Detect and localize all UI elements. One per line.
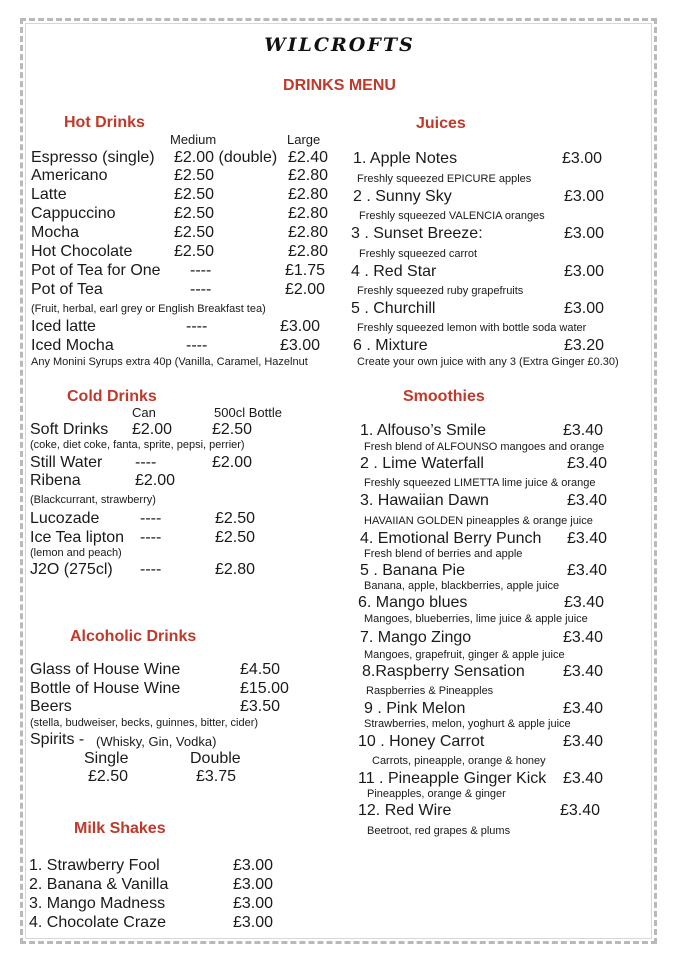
spirits-double-label: Double [190,750,241,767]
hot-item-name: Americano [31,167,108,184]
smoothie-item-price: £3.40 [567,492,608,509]
smoothie-item-price: £3.40 [563,733,604,750]
spirits-single-label: Single [84,750,129,767]
juice-item-price: £3.00 [564,300,605,317]
hot-item-large: £2.00 [285,281,326,298]
hot-item-large: £2.40 [288,149,329,166]
hot-item-name: Espresso (single) [31,149,155,166]
juices-heading: Juices [416,115,466,132]
smoothie-item-price: £3.40 [567,530,608,547]
smoothie-item-name: 9 . Pink Melon [364,700,466,717]
hot-item-medium: £2.50 [174,224,215,241]
smoothie-item-desc: Fresh blend of ALFOUNSO mangoes and orange [364,441,605,453]
smoothie-item-price: £3.40 [567,455,608,472]
hot-item-large: £2.80 [288,243,329,260]
iced-item-price: £3.00 [280,337,321,354]
iced-item-dash: ---- [186,318,208,335]
smoothie-item-desc: Fresh blend of berries and apple [364,548,523,560]
smoothie-item-desc: Mangoes, blueberries, lime juice & apple juice [364,613,588,625]
cold-item-name: Still Water [30,454,103,471]
hot-item-medium: £2.50 [174,167,215,184]
smoothie-item-price: £3.40 [563,422,604,439]
smoothie-item-name: 11 . Pineapple Ginger Kick [358,770,547,787]
smoothie-item-name: 12. Red Wire [358,802,452,819]
shake-item-name: 1. Strawberry Fool [29,857,160,874]
hot-item-medium: £2.50 [174,243,215,260]
smoothie-item-desc: Strawberries, melon, yoghurt & apple juice [364,718,571,730]
shake-item-name: 2. Banana & Vanilla [29,876,169,893]
juice-item-price: £3.00 [564,188,605,205]
hot-item-large: £2.80 [288,224,329,241]
cold-col-can: Can [132,405,156,420]
juice-item-price: £3.00 [564,225,605,242]
hot-item-name: Mocha [31,224,80,241]
juice-item-desc: Create your own juice with any 3 (Extra Ginger £0.30) [357,356,619,368]
smoothie-item-price: £3.40 [563,663,604,680]
smoothie-item-name: 2 . Lime Waterfall [360,455,484,472]
juice-item-desc: Freshly squeezed VALENCIA oranges [359,210,545,222]
spirits-single-price: £2.50 [88,768,129,785]
cold-item-name: Soft Drinks [30,421,109,438]
juice-item-name: 4 . Red Star [351,263,437,280]
icetea-note: (lemon and peach) [30,547,122,559]
smoothie-item-desc: Carrots, pineapple, orange & honey [372,755,546,767]
smoothie-item-name: 5 . Banana Pie [360,562,465,579]
cold-item-can: ---- [140,529,162,546]
iced-item-name: Iced latte [31,318,96,335]
hot-col-medium: Medium [170,132,217,147]
beer-note: (stella, budweiser, becks, guinnes, bitter, cider) [30,717,259,729]
smoothie-item-price: £3.40 [564,594,605,611]
juice-item-price: £3.20 [564,337,605,354]
cold-item-bottle: £2.50 [215,529,256,546]
smoothie-item-price: £3.40 [560,802,601,819]
shake-item-price: £3.00 [233,857,274,874]
hot-item-large: £1.75 [285,262,326,279]
iced-item-dash: ---- [186,337,208,354]
juice-item-desc: Freshly squeezed lemon with bottle soda water [357,322,587,334]
hot-item-medium: £2.50 [174,205,215,222]
hot-item-medium: £2.50 [174,186,215,203]
alcohol-item-name: Glass of House Wine [30,661,181,678]
hot-item-medium: ---- [190,262,212,279]
cold-item-name: J2O (275cl) [30,561,113,578]
smoothie-item-name: 8.Raspberry Sensation [362,663,525,680]
smoothies-heading: Smoothies [403,388,485,405]
juice-item-desc: Freshly squeezed EPICURE apples [357,173,532,185]
cold-item-bottle: £2.50 [215,510,256,527]
hot-item-medium: ---- [190,281,212,298]
soft-drinks-note: (coke, diet coke, fanta, sprite, pepsi, perrier) [30,439,245,451]
juice-item-desc: Freshly squeezed ruby grapefruits [357,285,524,297]
juice-item-name: 3 . Sunset Breeze: [351,225,483,242]
smoothie-item-name: 4. Emotional Berry Punch [360,530,542,547]
juice-item-name: 1. Apple Notes [353,150,458,167]
cold-item-bottle: £2.80 [215,561,256,578]
hot-item-name: Pot of Tea for One [31,262,161,279]
smoothie-item-name: 3. Hawaiian Dawn [360,492,489,509]
cold-item-name: Ice Tea lipton [30,529,124,546]
smoothie-item-desc: Raspberries & Pineapples [366,685,494,697]
milk-shakes-heading: Milk Shakes [74,820,166,837]
alcohol-item-price: £4.50 [240,661,281,678]
ribena-note: (Blackcurrant, strawberry) [30,494,156,506]
cold-item-can: ---- [140,510,162,527]
cold-item-can: ---- [135,454,157,471]
smoothie-item-price: £3.40 [567,562,608,579]
spirits-double-price: £3.75 [196,768,237,785]
smoothie-item-price: £3.40 [563,770,604,787]
iced-item-name: Iced Mocha [31,337,114,354]
smoothie-item-desc: Freshly squeezed LIMETTA lime juice & orange [364,477,596,489]
cold-item-name: Lucozade [30,510,100,527]
shake-item-name: 4. Chocolate Craze [29,914,166,931]
smoothie-item-desc: Pineapples, orange & ginger [367,788,506,800]
alcohol-item-price: £15.00 [240,680,289,697]
juice-item-name: 6 . Mixture [353,337,428,354]
smoothie-item-desc: Mangoes, grapefruit, ginger & apple juice [364,649,565,661]
shake-item-name: 3. Mango Madness [29,895,166,912]
juice-item-name: 2 . Sunny Sky [353,188,452,205]
alcohol-item-name: Beers [30,698,72,715]
cold-item-bottle: £2.00 [212,454,253,471]
hot-item-medium: £2.00 (double) [174,149,278,166]
hot-item-large: £2.80 [288,167,329,184]
juice-item-name: 5 . Churchill [351,300,436,317]
cold-item-can: £2.00 [135,472,176,489]
menu-title: DRINKS MENU [283,77,396,94]
hot-drinks-heading: Hot Drinks [64,114,145,131]
cold-item-can: ---- [140,561,162,578]
hot-item-name: Latte [31,186,67,203]
smoothie-item-desc: Banana, apple, blackberries, apple juice [364,580,560,592]
brand-name: WILCROFTS [264,34,415,56]
cold-item-name: Ribena [30,472,81,489]
hot-col-large: Large [287,132,321,147]
smoothie-item-price: £3.40 [563,629,604,646]
alcohol-item-name: Bottle of House Wine [30,680,181,697]
cold-col-bottle: 500cl Bottle [214,405,282,420]
hot-item-large: £2.80 [288,205,329,222]
syrup-note: Any Monini Syrups extra 40p (Vanilla, Caramel, Hazelnut [31,356,308,368]
spirits-note: (Whisky, Gin, Vodka) [96,734,217,749]
juice-item-desc: Freshly squeezed carrot [359,248,477,260]
juice-item-price: £3.00 [562,150,603,167]
hot-item-large: £2.80 [288,186,329,203]
hot-item-name: Cappuccino [31,205,116,222]
smoothie-item-price: £3.40 [563,700,604,717]
smoothie-item-name: 1. Alfouso’s Smile [360,422,486,439]
cold-item-can: £2.00 [132,421,173,438]
smoothie-item-desc: HAVAIIAN GOLDEN pineapples & orange juice [364,515,593,527]
shake-item-price: £3.00 [233,876,274,893]
cold-item-bottle: £2.50 [212,421,253,438]
smoothie-item-name: 7. Mango Zingo [360,629,472,646]
iced-item-price: £3.00 [280,318,321,335]
alcohol-item-price: £3.50 [240,698,281,715]
spirits-label: Spirits - [30,731,85,748]
juice-item-price: £3.00 [564,263,605,280]
hot-item-name: Hot Chocolate [31,243,133,260]
alcoholic-drinks-heading: Alcoholic Drinks [70,628,197,645]
smoothie-item-name: 10 . Honey Carrot [358,733,485,750]
cold-drinks-heading: Cold Drinks [67,388,157,405]
hot-item-name: Pot of Tea [31,281,103,298]
tea-note: (Fruit, herbal, earl grey or English Breakfast tea) [31,303,266,315]
smoothie-item-name: 6. Mango blues [358,594,468,611]
shake-item-price: £3.00 [233,914,274,931]
smoothie-item-desc: Beetroot, red grapes & plums [367,825,511,837]
shake-item-price: £3.00 [233,895,274,912]
